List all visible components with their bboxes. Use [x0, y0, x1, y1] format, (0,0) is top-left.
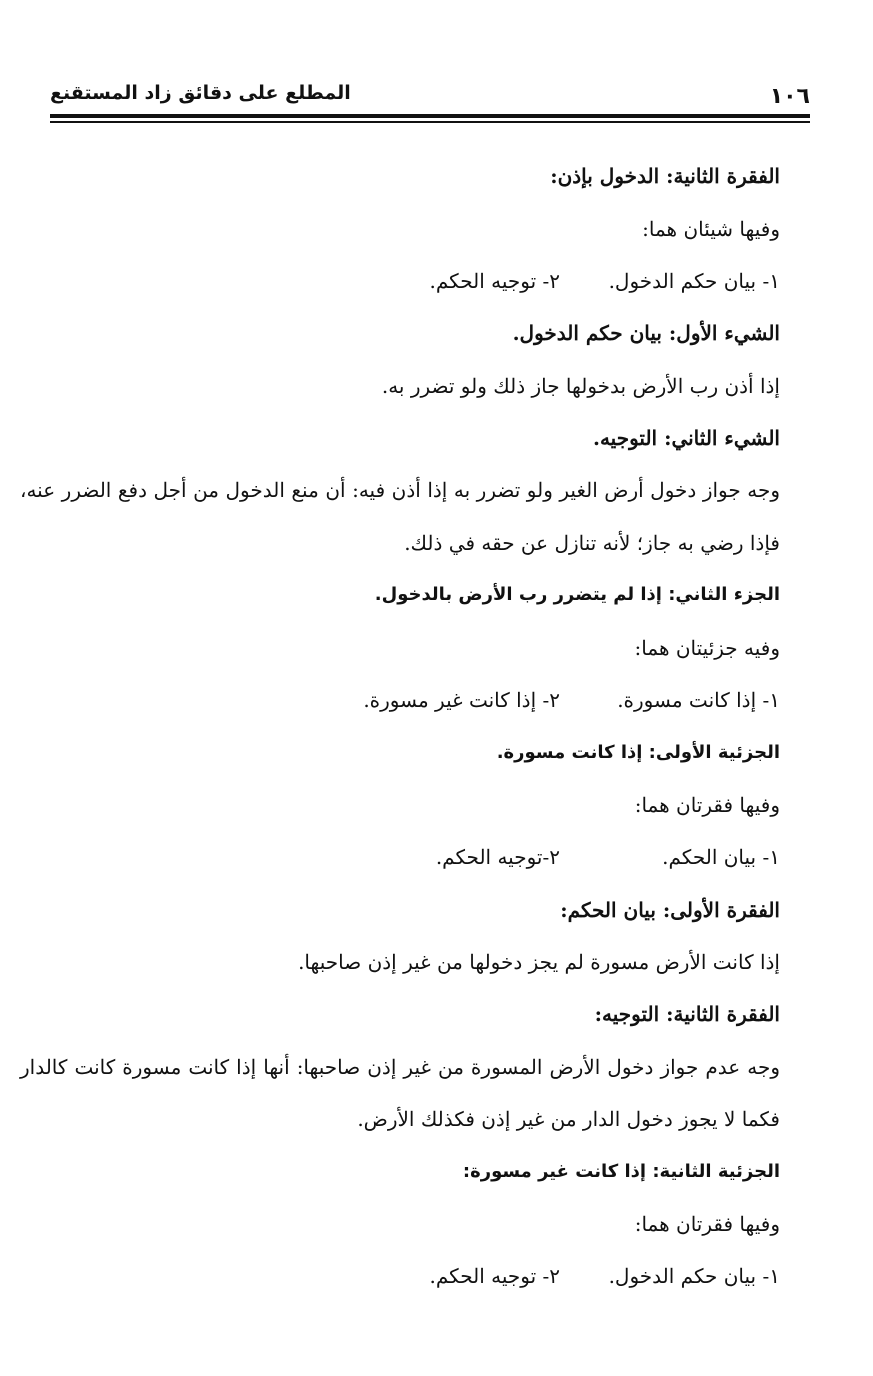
enumeration	[50, 255, 780, 307]
page-body	[20, 150, 780, 1303]
paragraph: وفيها فقرتان هما:	[634, 1212, 780, 1237]
enumeration-item: ١- بيان حكم الدخول.	[608, 1264, 780, 1289]
header-rule-thin	[50, 121, 810, 123]
section-heading: الجزئية الأولى: إذا كانت مسورة.	[496, 741, 780, 763]
subheading: الفقرة الثانية: الدخول بإذن:	[550, 164, 780, 189]
enumeration-item: ٢- توجيه الحكم.	[429, 1264, 560, 1289]
paragraph: وفيها فقرتان هما:	[634, 792, 780, 817]
paragraph: وجه جواز دخول أرض الغير ولو تضرر به إذا أذن فيه: أن منع الدخول من أجل دفع الضرر عنه، فإذا رضي به جاز؛ لأنه تنازل عن حقه في ذلك.	[20, 478, 780, 555]
enumeration	[50, 674, 780, 726]
enumeration	[50, 831, 780, 883]
enumeration-item: ٢- إذا كانت غير مسورة.	[363, 688, 560, 713]
running-title: المطلع على دقائق زاد المستقنع	[50, 82, 351, 104]
subheading: الشيء الأول: بيان حكم الدخول.	[512, 321, 780, 346]
enumeration-item: ٢-توجيه الحكم.	[435, 845, 560, 870]
subheading: الفقرة الثانية: التوجيه:	[594, 1002, 780, 1027]
paragraph: وفيه جزئيتان هما:	[634, 635, 780, 660]
paragraph: وجه عدم جواز دخول الأرض المسورة من غير إذن صاحبها: أنها إذا كانت مسورة كانت كالدار فكما لا يجوز دخول الدار من غير إذن فكذلك الأرض.	[20, 1054, 780, 1132]
page-number: ١٠٦	[769, 84, 810, 109]
section-heading: الجزئية الثانية: إذا كانت غير مسورة:	[462, 1160, 780, 1182]
enumeration-item: ١- بيان حكم الدخول.	[608, 268, 780, 293]
header-rule-thick	[50, 114, 810, 118]
page-header	[50, 72, 810, 112]
paragraph: وفيها شيئان هما:	[642, 216, 780, 241]
paragraph: إذا كانت الأرض مسورة لم يجز دخولها من غير إذن صاحبها.	[298, 950, 780, 975]
section-heading: الجزء الثاني: إذا لم يتضرر رب الأرض بالدخول.	[374, 584, 780, 606]
enumeration-item: ١- إذا كانت مسورة.	[617, 688, 780, 713]
subheading: الشيء الثاني: التوجيه.	[593, 426, 780, 451]
enumeration-item: ٢- توجيه الحكم.	[429, 268, 560, 293]
paragraph: إذا أذن رب الأرض بدخولها جاز ذلك ولو تضرر به.	[381, 373, 780, 398]
enumeration-item: ١- بيان الحكم.	[662, 845, 780, 870]
enumeration	[50, 1250, 780, 1302]
subheading: الفقرة الأولى: بيان الحكم:	[560, 897, 780, 922]
